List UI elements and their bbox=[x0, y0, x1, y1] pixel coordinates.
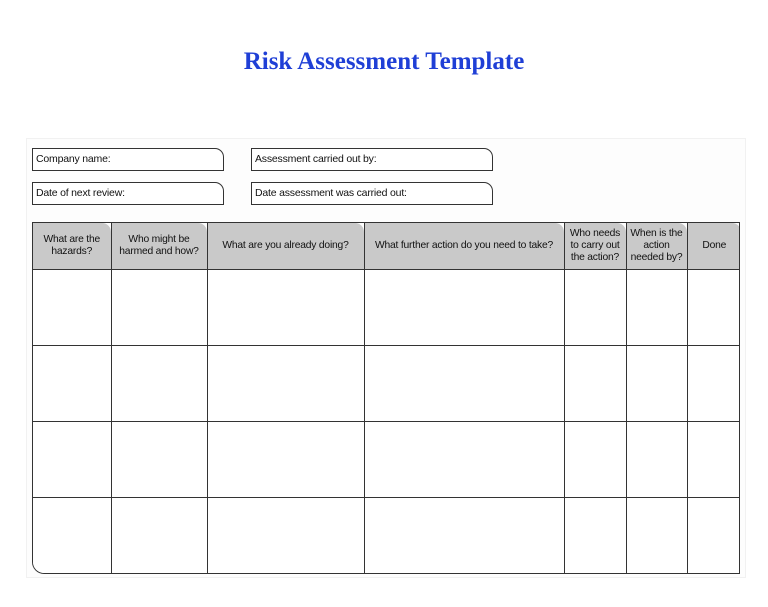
table-cell[interactable] bbox=[626, 269, 687, 345]
column-header-further-action: What further action do you need to take? bbox=[364, 223, 564, 269]
company-name-field[interactable] bbox=[32, 148, 224, 171]
next-review-field[interactable] bbox=[32, 182, 224, 205]
assessment-by-field[interactable] bbox=[251, 148, 493, 171]
table-cell[interactable] bbox=[687, 345, 740, 421]
table-cell[interactable] bbox=[687, 269, 740, 345]
table-row bbox=[33, 269, 740, 345]
assessment-date-label: Date assessment was carried out: bbox=[255, 187, 407, 199]
next-review-label: Date of next review: bbox=[36, 187, 125, 199]
column-header-done: Done bbox=[687, 223, 740, 269]
risk-table bbox=[32, 222, 740, 574]
table-cell[interactable] bbox=[687, 421, 740, 497]
table-row bbox=[33, 421, 740, 497]
table-cell[interactable] bbox=[364, 497, 564, 573]
table-cell[interactable] bbox=[564, 345, 626, 421]
table-header-row bbox=[33, 223, 740, 269]
column-header-hazards: What are the hazards? bbox=[33, 223, 111, 269]
column-header-who-harmed: Who might be harmed and how? bbox=[111, 223, 207, 269]
table-cell[interactable] bbox=[33, 497, 111, 573]
table-cell[interactable] bbox=[364, 345, 564, 421]
column-header-who-carries-out: Who needs to carry out the action? bbox=[564, 223, 626, 269]
table-cell[interactable] bbox=[207, 421, 364, 497]
table-cell[interactable] bbox=[111, 345, 207, 421]
table-cell[interactable] bbox=[687, 497, 740, 573]
company-name-label: Company name: bbox=[36, 153, 111, 165]
table-cell[interactable] bbox=[626, 421, 687, 497]
table-cell[interactable] bbox=[626, 497, 687, 573]
table-row bbox=[33, 345, 740, 421]
table-cell[interactable] bbox=[364, 421, 564, 497]
table-cell[interactable] bbox=[626, 345, 687, 421]
table-row bbox=[33, 497, 740, 573]
table-cell[interactable] bbox=[207, 269, 364, 345]
table-cell[interactable] bbox=[111, 497, 207, 573]
table-cell[interactable] bbox=[33, 269, 111, 345]
table-cell[interactable] bbox=[111, 269, 207, 345]
table-cell[interactable] bbox=[364, 269, 564, 345]
assessment-date-field[interactable] bbox=[251, 182, 493, 205]
column-header-when-needed: When is the action needed by? bbox=[626, 223, 687, 269]
document-title: Risk Assessment Template bbox=[243, 48, 525, 75]
table-cell[interactable] bbox=[207, 497, 364, 573]
table-cell[interactable] bbox=[207, 345, 364, 421]
table-cell[interactable] bbox=[564, 421, 626, 497]
table-cell[interactable] bbox=[111, 421, 207, 497]
table-cell[interactable] bbox=[564, 497, 626, 573]
table-cell[interactable] bbox=[564, 269, 626, 345]
table-cell[interactable] bbox=[33, 421, 111, 497]
table-cell[interactable] bbox=[33, 345, 111, 421]
assessment-by-label: Assessment carried out by: bbox=[255, 153, 377, 165]
column-header-already-doing: What are you already doing? bbox=[207, 223, 364, 269]
